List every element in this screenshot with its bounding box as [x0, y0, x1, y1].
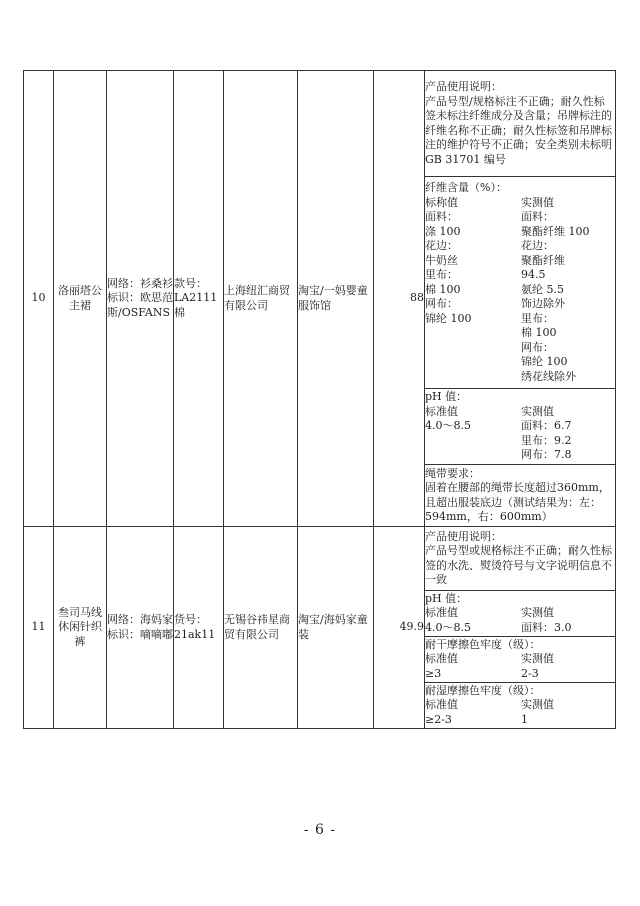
kv-row: 标准值 实测值: [425, 698, 554, 712]
detail-title: 纤维含量（%）：: [425, 181, 507, 194]
cell-model: 款号：LA2111棉: [174, 71, 224, 527]
kv-row: 棉 100 氨纶 5.5: [425, 282, 564, 296]
detail-title: 耐湿摩擦色牢度（级）：: [425, 683, 541, 697]
cell-product-name: 洛丽塔公主裙: [54, 71, 107, 527]
detail-text: 产品号型/规格标注不正确；耐久性标签未标注纤维成分及含量；吊牌标注的纤维名称不正确；耐久性标签和吊牌标注的维护符号不正确；安全类别未标明 GB 31701 编号: [425, 94, 612, 166]
kv-row: 涤 100 聚酯纤维 100: [425, 224, 590, 238]
detail-title: 产品使用说明：: [425, 80, 502, 93]
kv-row: ≥3 2-3: [425, 666, 539, 680]
detail-fiber-content: [425, 177, 616, 389]
detail-text: 产品号型或规格标注不正确；耐久性标签的水洗、熨烫符号与文字说明信息不一致: [425, 544, 612, 586]
kv-row: 网布： 饰边除外: [425, 297, 565, 310]
kv-row: 花边： 花边：: [425, 239, 554, 252]
results-table: [23, 70, 616, 729]
detail-ph-value: [425, 389, 616, 465]
cell-no: 10: [24, 71, 54, 527]
kv-row: 里布：9.2: [521, 433, 572, 447]
kv-row: 标称值 实测值: [425, 195, 554, 209]
kv-row: 锦纶 100 里布：: [425, 311, 554, 325]
cell-brand: 网络：衫桑衫 标识：欧思范斯/OSFANS: [107, 71, 174, 527]
fiber-table: [425, 196, 615, 385]
detail-usage-instructions: [425, 71, 616, 177]
kv-row: ≥2-3 1: [425, 712, 528, 726]
kv-row: 面料： 面料：: [425, 210, 554, 223]
kv-row: 标准值 实测值: [425, 404, 554, 418]
page-number: - 6 -: [303, 822, 337, 838]
detail-title: pH 值：: [425, 390, 468, 404]
detail-text: 固着在腰部的绳带长度超过360mm，且超出服装底边（测试结果为：左：594mm，右：600mm）: [425, 481, 610, 523]
cell-price: 49.9: [374, 527, 425, 729]
detail-title: 绳带要求：: [425, 466, 480, 480]
detail-wet-rubbing-fastness: [425, 683, 616, 729]
cell-shop: 淘宝/一妈婴童服饰馆: [298, 71, 374, 527]
cell-shop: 淘宝/海妈家童装: [298, 527, 374, 729]
kv-row: 网布：7.8: [521, 448, 572, 462]
detail-title: 产品使用说明：: [425, 529, 502, 543]
cell-company: 上海纽汇商贸有限公司: [224, 71, 298, 527]
cell-price: 88: [374, 71, 425, 527]
cell-model: 货号：21ak11: [174, 527, 224, 729]
kv-row: 里布： 94.5: [425, 268, 546, 281]
detail-title: pH 值：: [425, 591, 468, 605]
kv-row: 棉 100: [521, 326, 557, 339]
kv-row: 4.0～8.5 面料：6.7: [425, 419, 572, 433]
cell-no: 11: [24, 527, 54, 729]
cell-product-name: 叁司马线休闲针织裤: [54, 527, 107, 729]
kv-row: 4.0～8.5 面料：3.0: [425, 620, 572, 634]
detail-usage-instructions: [425, 527, 616, 591]
cell-company: 无锡谷祎星商贸有限公司: [224, 527, 298, 729]
kv-row: 标准值 实测值: [425, 606, 554, 620]
detail-cord-requirement: [425, 465, 616, 527]
detail-dry-rubbing-fastness: [425, 637, 616, 683]
table-row: [24, 527, 616, 591]
kv-row: 网布：: [521, 340, 554, 354]
detail-ph-value: [425, 591, 616, 637]
detail-title: 耐干摩擦色牢度（级）：: [425, 637, 541, 651]
cell-brand: 网络：海妈家 标识：嘀嘀嘟: [107, 527, 174, 729]
kv-row: 绣花线除外: [521, 369, 576, 383]
kv-row: 牛奶丝 聚酯纤维: [425, 253, 565, 267]
kv-row: 锦纶 100: [521, 355, 568, 368]
kv-row: 标准值 实测值: [425, 652, 554, 666]
table-row: [24, 71, 616, 177]
